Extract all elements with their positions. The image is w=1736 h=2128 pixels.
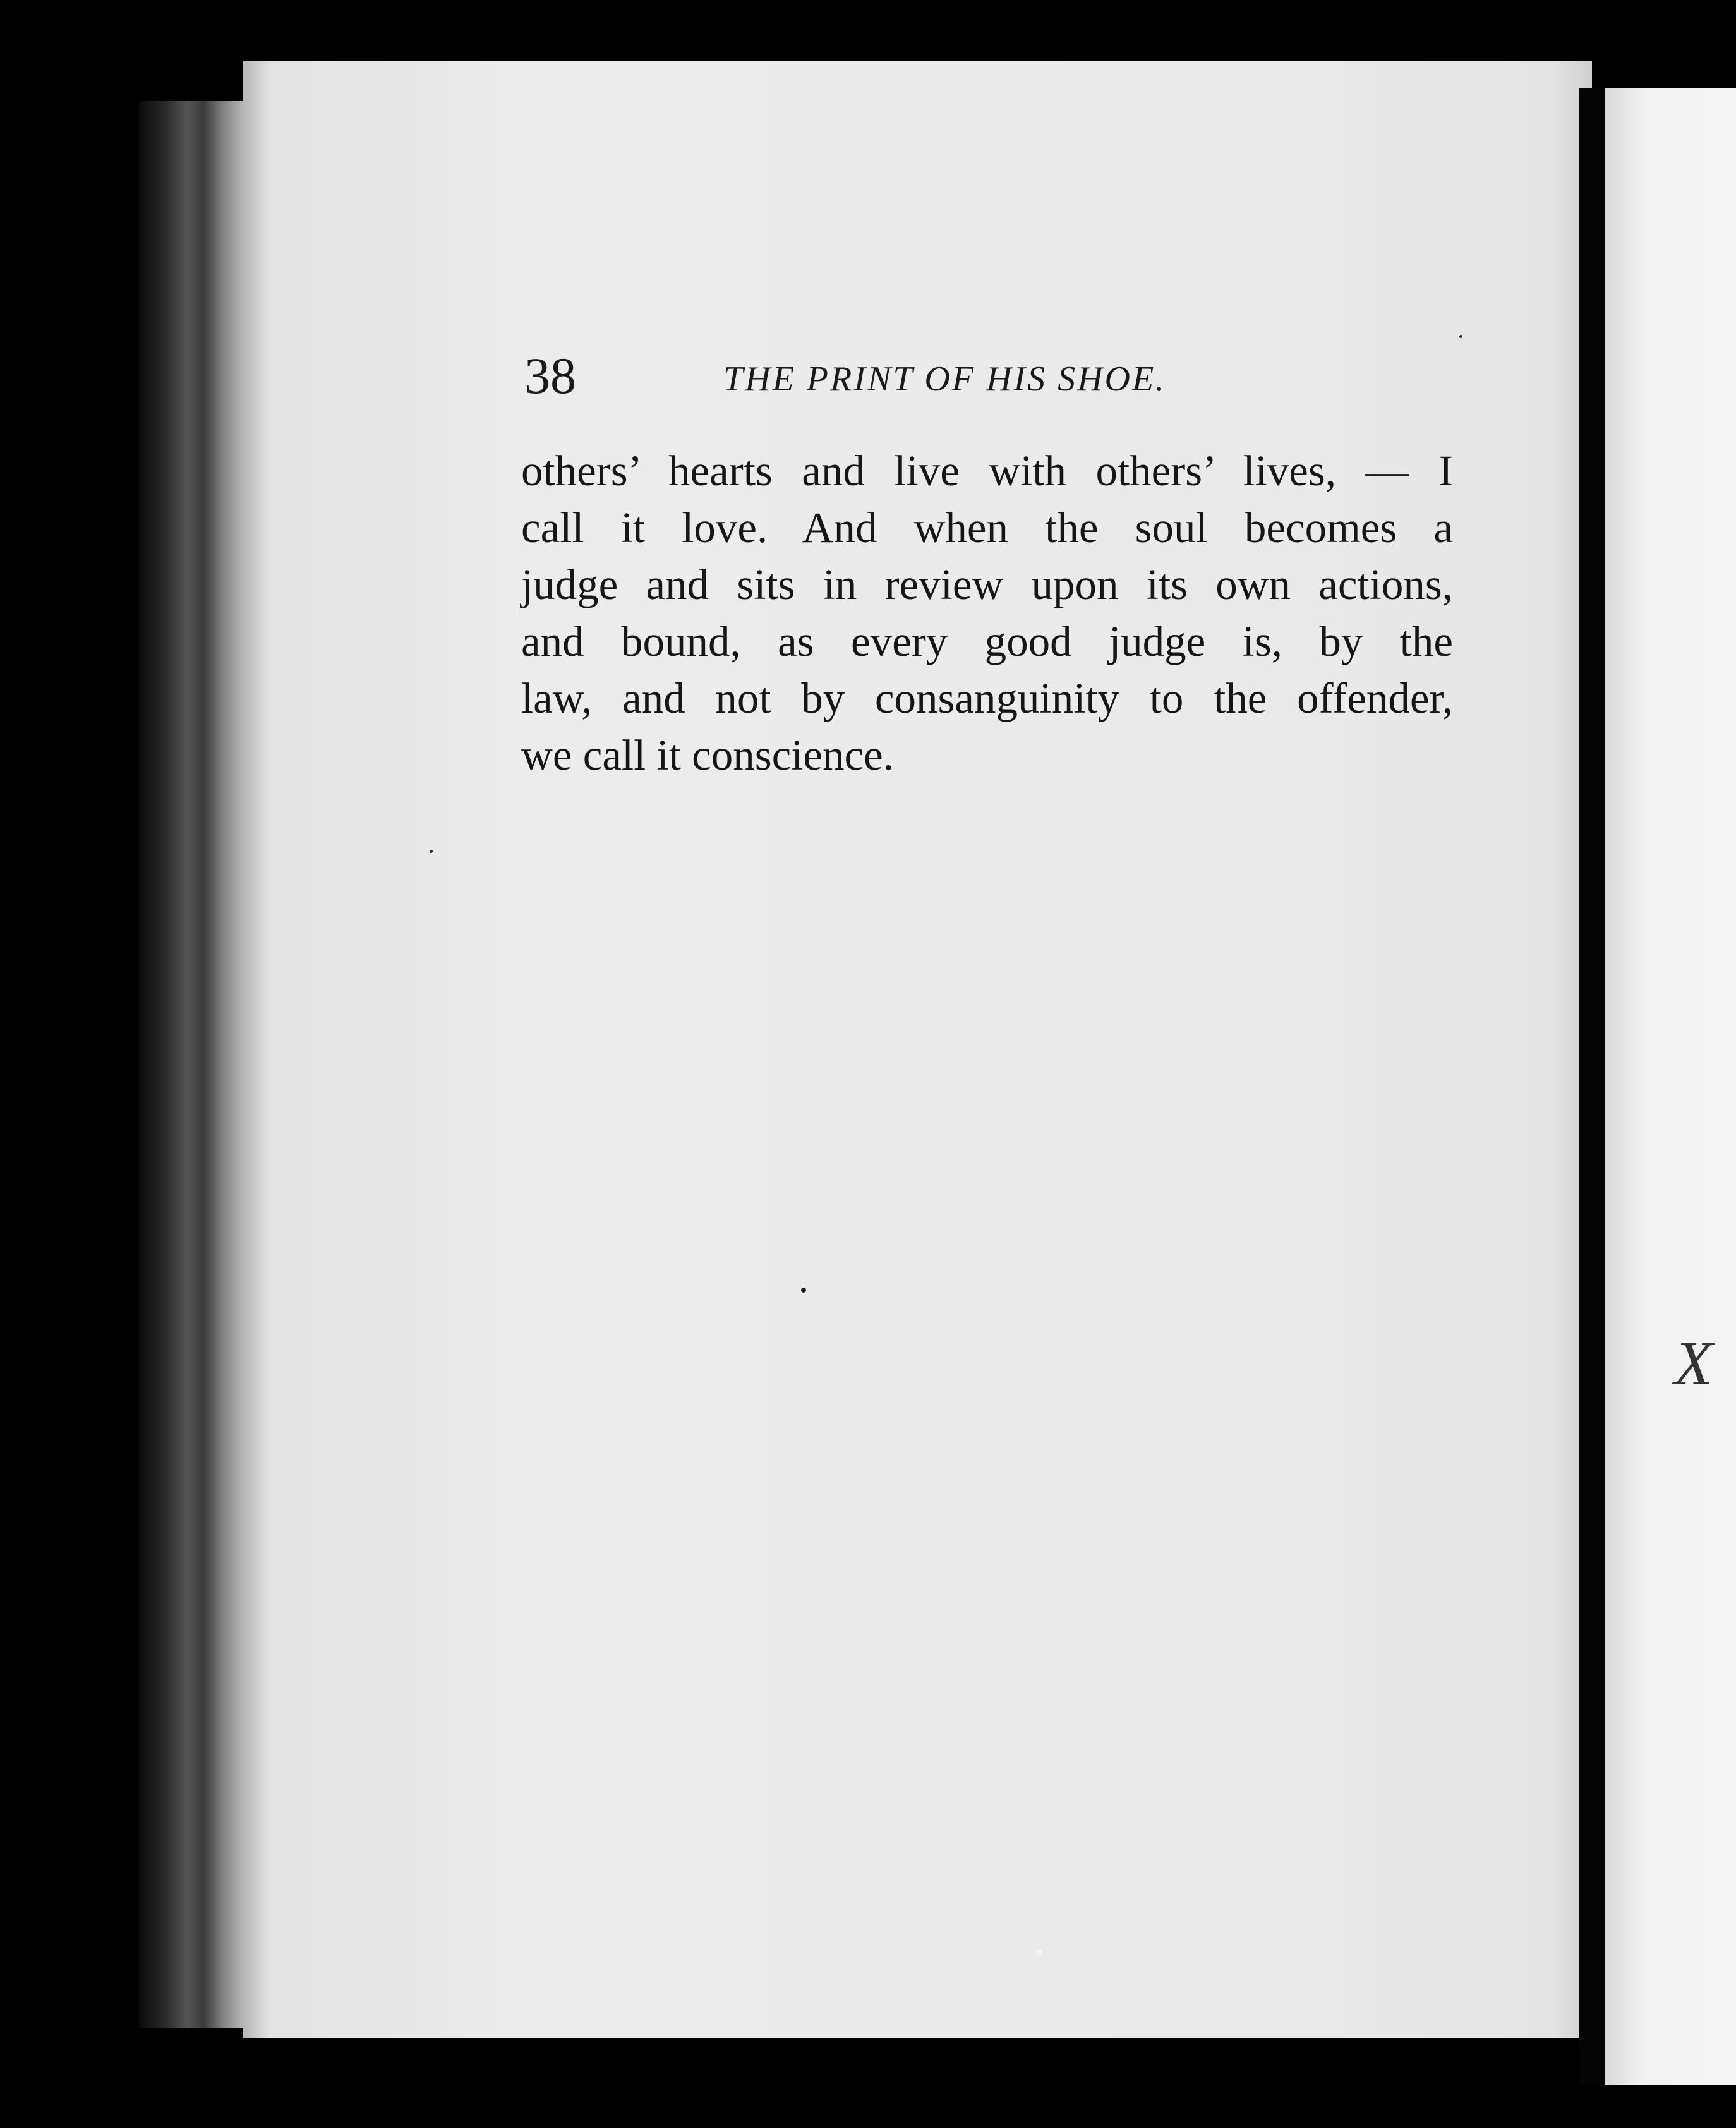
text-line: call it love. And when the soul becomes a: [521, 504, 1453, 552]
book-gutter: [1579, 88, 1605, 2085]
text-line: we call it conscience.: [521, 731, 895, 779]
running-title: THE PRINT OF HIS SHOE.: [723, 360, 1167, 399]
text-line: others’ hearts and live with others’ lives, — I: [521, 447, 1453, 495]
page-number: 38: [524, 347, 576, 404]
text-line: judge and sits in review upon its own actions,: [521, 560, 1453, 608]
right-page-edge: [1605, 88, 1736, 2085]
body-paragraph: [521, 442, 1453, 783]
paper-speck: [1036, 1949, 1042, 1956]
book-page-edges: [139, 101, 246, 2028]
running-head: [524, 341, 1453, 411]
handwritten-margin-mark: X: [1674, 1328, 1713, 1398]
ink-speck: [430, 850, 433, 853]
ink-speck: [801, 1288, 806, 1293]
ink-speck: [1459, 335, 1462, 338]
text-line: and bound, as every good judge is, by the: [521, 617, 1453, 665]
text-line: law, and not by consanguinity to the offender,: [521, 674, 1453, 722]
